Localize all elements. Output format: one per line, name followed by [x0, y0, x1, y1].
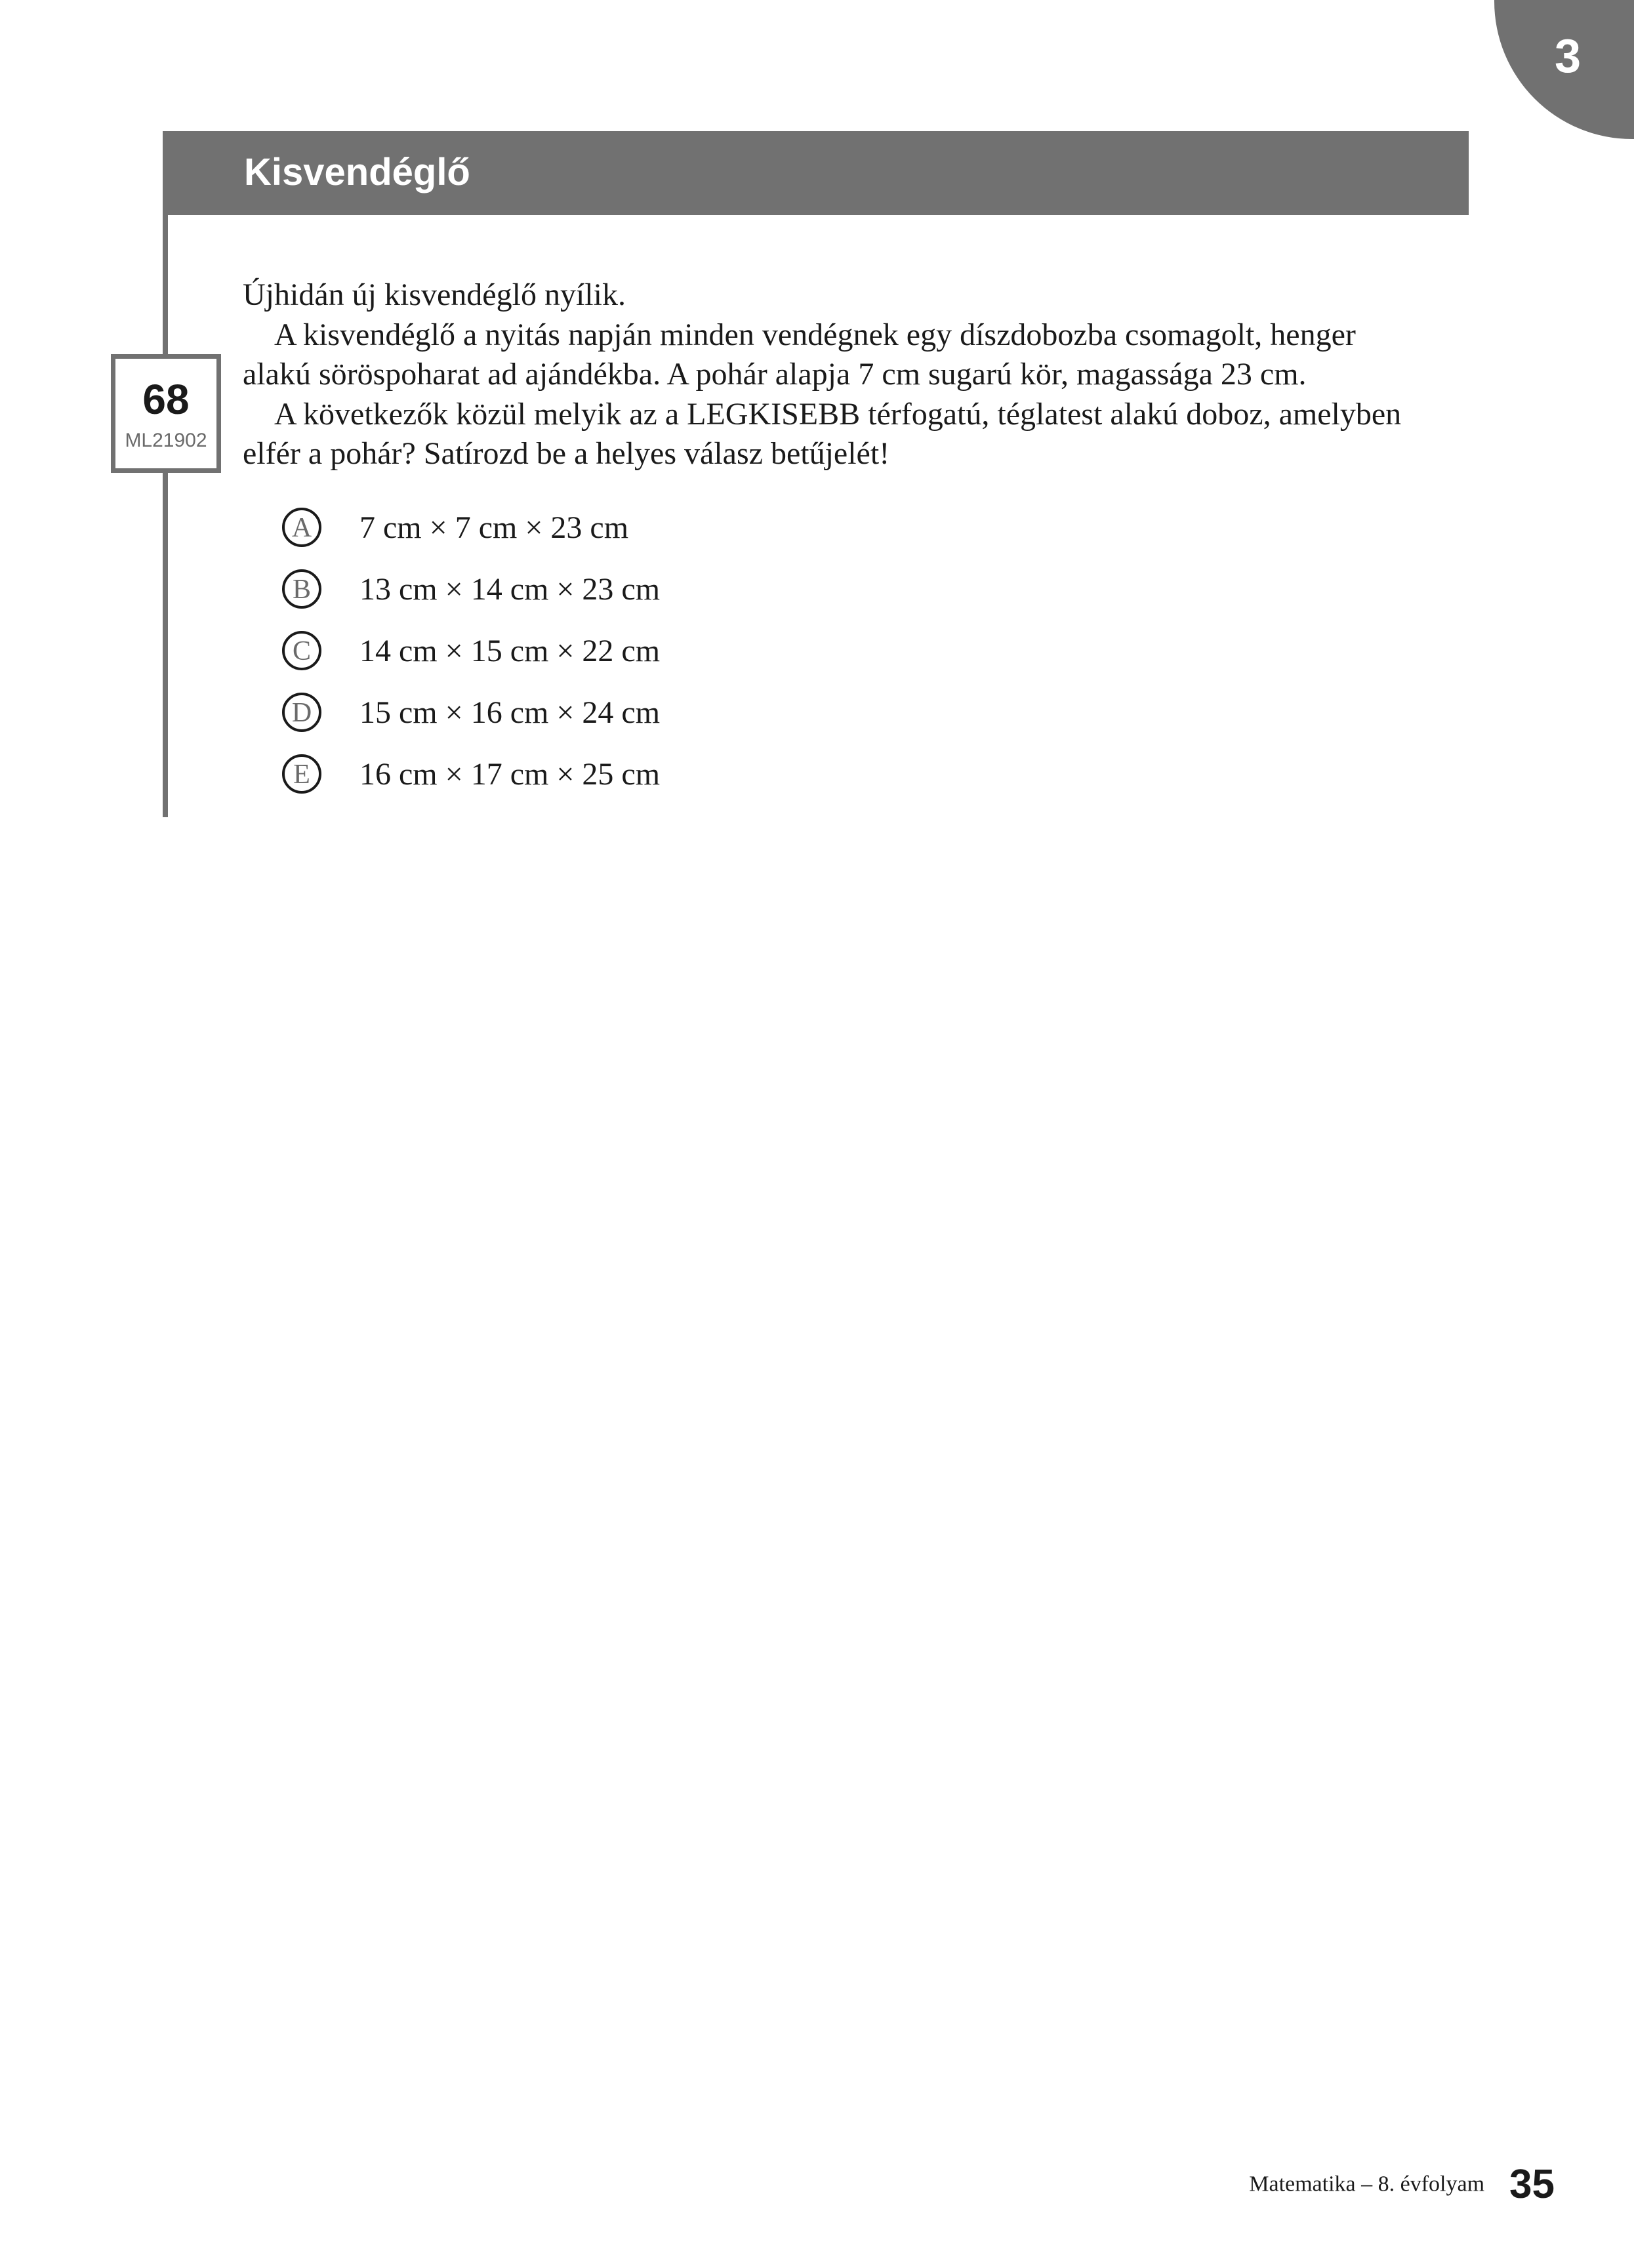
footer-subject: Matematika – 8. évfolyam — [1249, 2172, 1485, 2197]
question-text — [243, 275, 1463, 474]
option-text: 7 cm × 7 cm × 23 cm — [359, 510, 629, 545]
option-bubble[interactable]: B — [282, 569, 321, 609]
page-number: 35 — [1509, 2162, 1555, 2207]
option-text: 16 cm × 17 cm × 25 cm — [359, 757, 661, 792]
chapter-number: 3 — [1554, 30, 1582, 83]
option-bubble[interactable]: A — [282, 508, 321, 547]
option-text: 13 cm × 14 cm × 23 cm — [359, 572, 661, 607]
page-title: Kisvendéglő — [244, 151, 470, 193]
task-number: 68 — [142, 376, 190, 423]
question-line: A kisvendéglő a nyitás napján minden vendégnek egy díszdobozba csomagolt, henger — [274, 317, 1356, 352]
option-bubble[interactable]: C — [282, 631, 321, 670]
option-d[interactable] — [282, 693, 872, 754]
option-b[interactable] — [282, 569, 872, 631]
option-text: 14 cm × 15 cm × 22 cm — [359, 634, 661, 668]
question-line: elfér a pohár? Satírozd be a helyes válasz betűjelét! — [243, 436, 890, 471]
title-bar — [163, 131, 1469, 215]
option-e[interactable] — [282, 754, 872, 816]
answer-options — [282, 508, 872, 816]
page-footer — [1128, 2161, 1555, 2208]
option-bubble[interactable]: E — [282, 754, 321, 794]
option-c[interactable] — [282, 631, 872, 693]
question-line: alakú söröspoharat ad ajándékba. A pohár alapja 7 cm sugarú kör, magassága 23 cm. — [243, 357, 1307, 392]
task-id-box — [111, 354, 221, 473]
left-rule-divider — [163, 215, 168, 817]
option-a[interactable] — [282, 508, 872, 569]
option-bubble[interactable]: D — [282, 693, 321, 732]
task-code: ML21902 — [125, 430, 207, 451]
question-line: Újhidán új kisvendéglő nyílik. — [243, 277, 626, 312]
option-text: 15 cm × 16 cm × 24 cm — [359, 695, 661, 730]
question-line: A következők közül melyik az a LEGKISEBB térfogatú, téglatest alakú doboz, amelyben — [274, 396, 1402, 432]
